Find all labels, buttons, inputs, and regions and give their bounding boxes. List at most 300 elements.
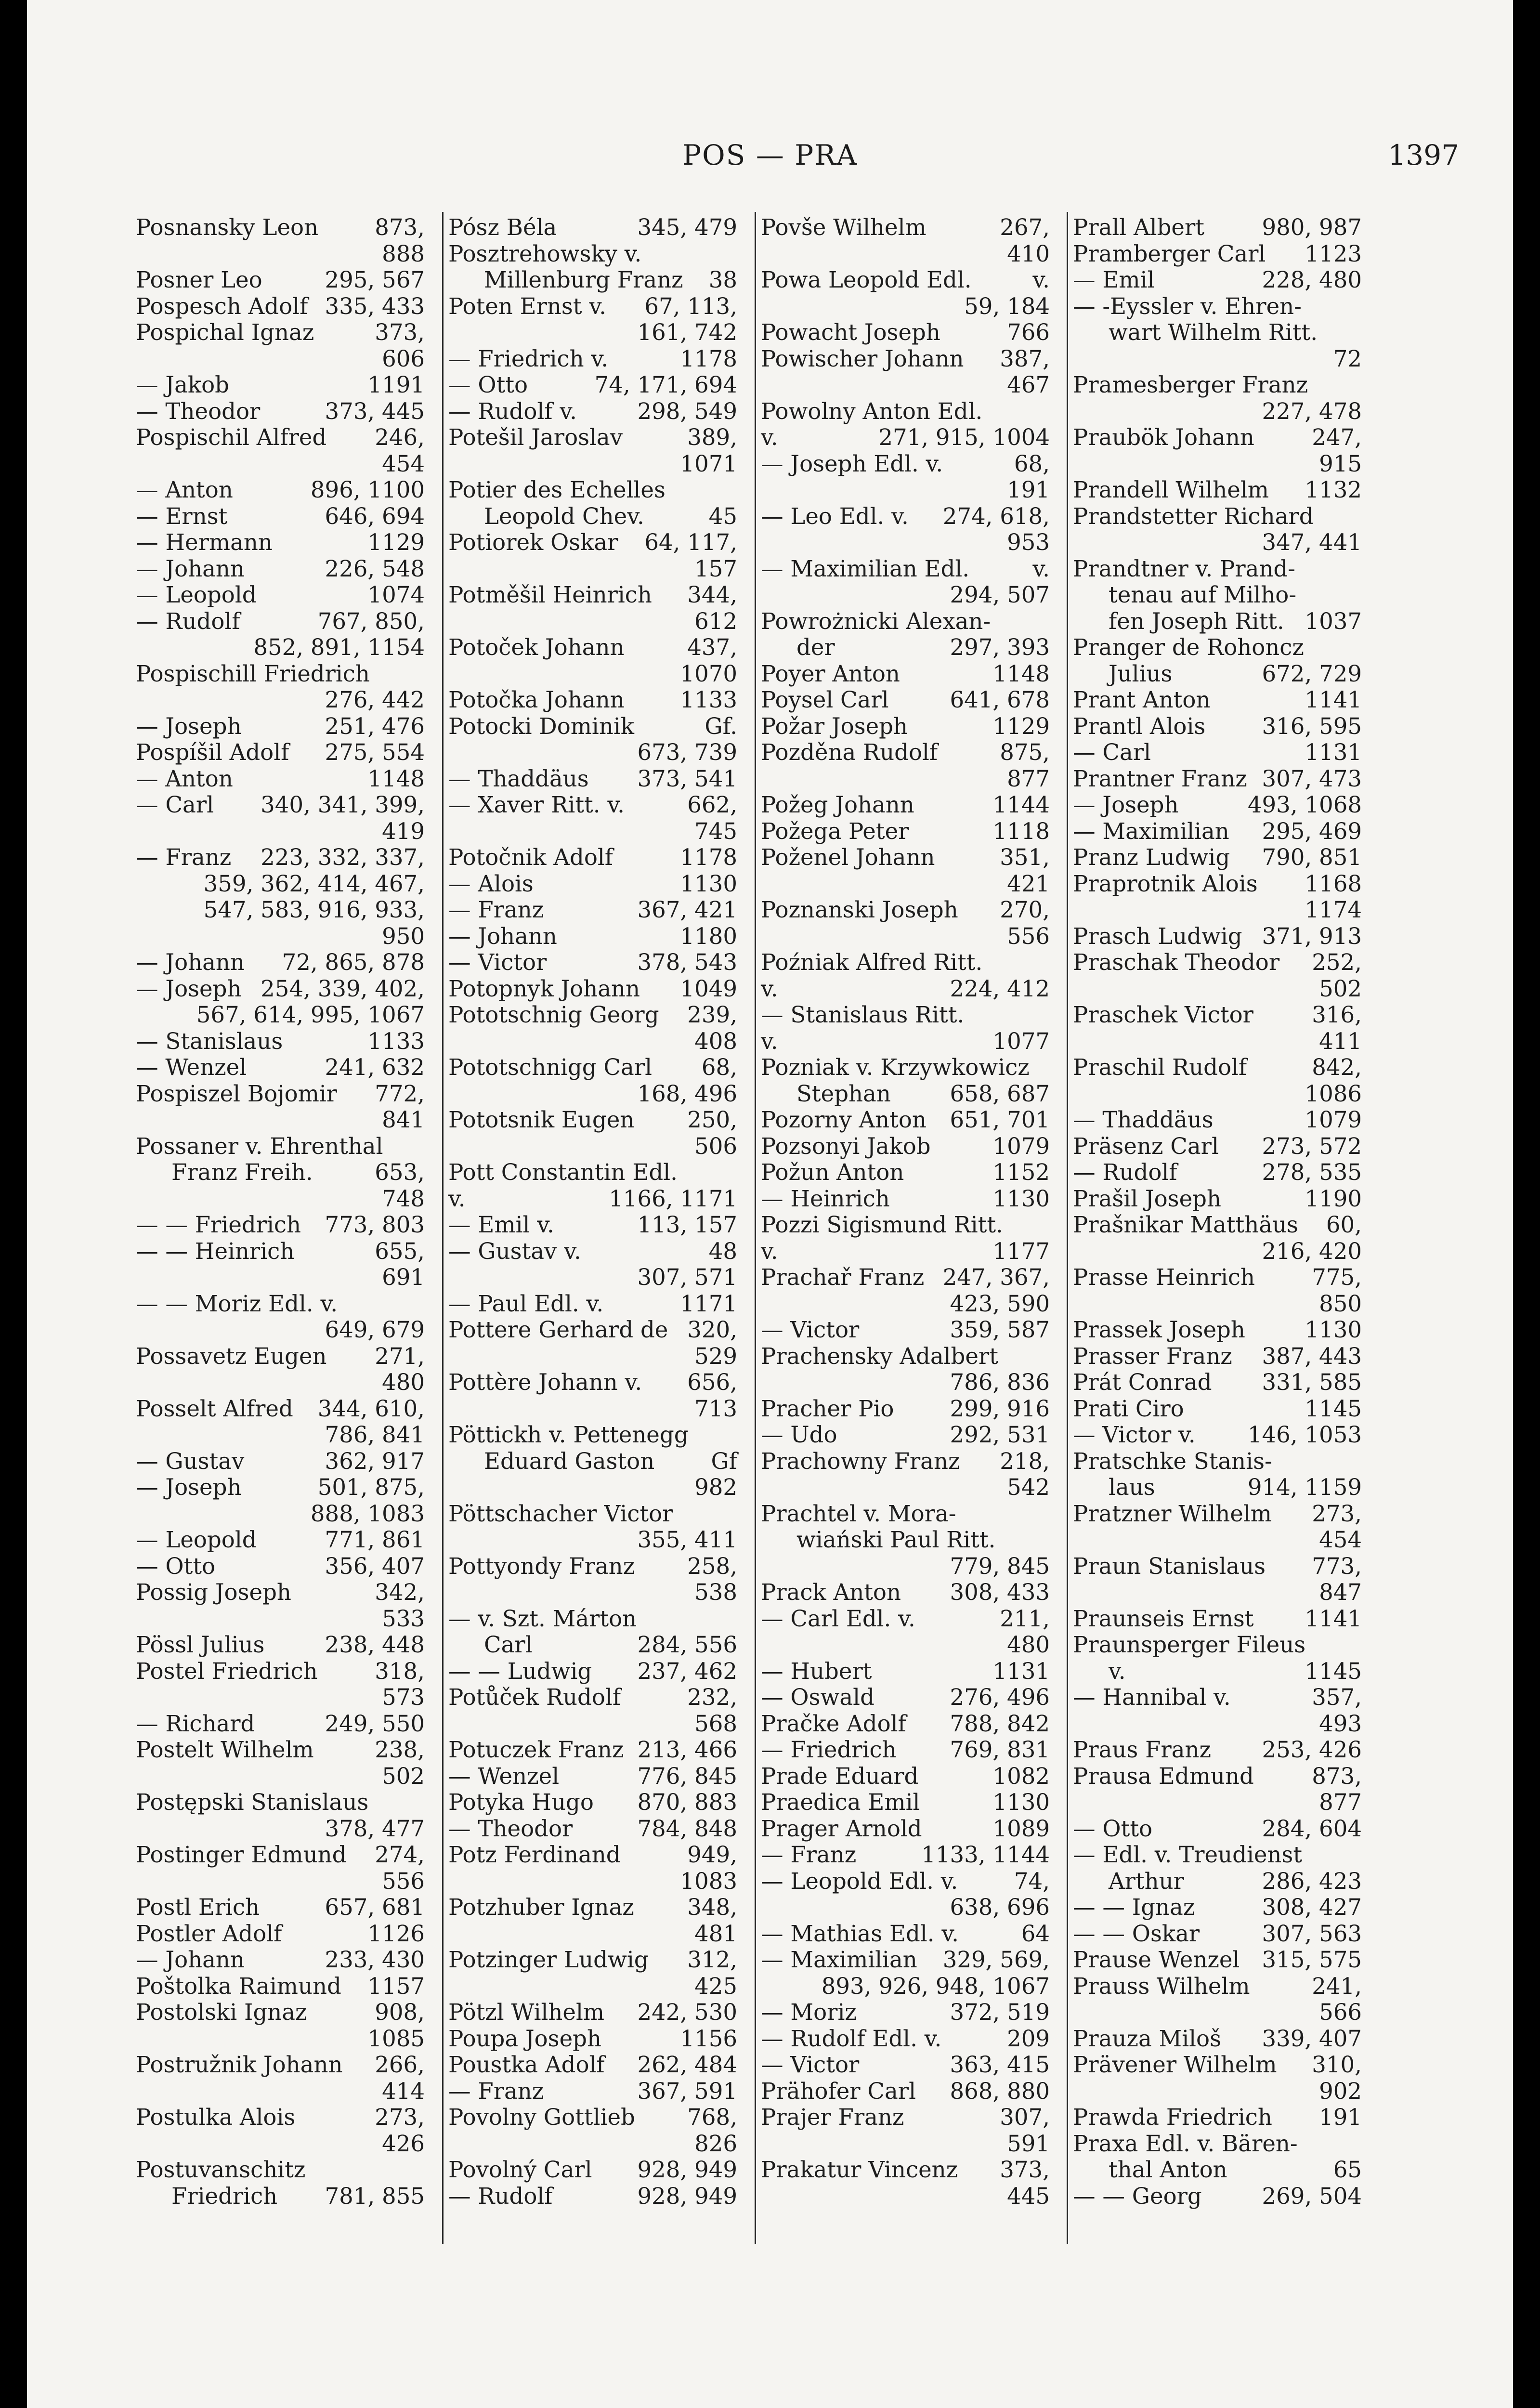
entry-line (761, 1291, 1050, 1317)
entry-line (761, 1264, 1050, 1291)
entry-name: — Anton (136, 765, 233, 792)
entry-pages: 529 (694, 1343, 737, 1369)
entry-pages: 316, (1312, 1002, 1362, 1028)
entry-line (448, 1186, 737, 1212)
entry-name: — Friedrich (761, 1737, 897, 1763)
index-entry (1073, 923, 1362, 950)
entry-pages: 502 (1319, 975, 1362, 1002)
entry-name: — Franz (136, 844, 232, 870)
entry-line (136, 1396, 425, 1422)
entry-line (448, 346, 737, 372)
entry-line (1073, 1973, 1362, 2000)
entry-line (1073, 1212, 1362, 1238)
entry-name: Praus Franz (1073, 1737, 1212, 1763)
index-entry (1073, 372, 1362, 424)
index-entry (136, 267, 425, 293)
entry-pages: 372, 519 (950, 1999, 1050, 2025)
entry-pages: 657, 681 (325, 1894, 425, 1920)
index-entry (136, 1081, 425, 1133)
entry-pages: 591 (1007, 2130, 1050, 2157)
entry-pages: 387, 443 (1262, 1343, 1362, 1369)
entry-name: Prasser Franz (1073, 1343, 1232, 1369)
index-column-3 (761, 214, 1050, 2304)
entry-name: Požeg Johann (761, 792, 914, 818)
index-entry (136, 739, 425, 766)
entry-pages: 253, 426 (1262, 1737, 1362, 1763)
entry-pages: 237, 462 (637, 1658, 737, 1684)
index-entry (1073, 2131, 1362, 2183)
entry-line (448, 1133, 737, 1160)
entry-line (1073, 1921, 1362, 1947)
index-entry (1073, 1816, 1362, 1842)
entry-pages: 387, (1000, 345, 1050, 372)
index-entry (136, 844, 425, 949)
entry-pages: 888, 1083 (310, 1500, 425, 1527)
entry-line (448, 1159, 737, 1186)
entry-line (1073, 634, 1362, 661)
index-entry (1073, 1159, 1362, 1186)
entry-name: Praxa Edl. v. Bären- (1073, 2130, 1298, 2157)
entry-pages: 914, 1159 (1247, 1474, 1362, 1500)
entry-line (761, 818, 1050, 845)
index-column-1 (136, 214, 425, 2304)
entry-name: Praunseis Ernst (1073, 1605, 1254, 1632)
entry-name: Possaner v. Ehrenthal (136, 1133, 383, 1159)
entry-name: Praschak Theodor (1073, 949, 1280, 975)
entry-pages: 247, 367, (942, 1264, 1050, 1290)
entry-name: Possavetz Eugen (136, 1343, 327, 1369)
index-entry (448, 1238, 737, 1291)
entry-line (1073, 1343, 1362, 1370)
entry-name: — Hannibal v. (1073, 1684, 1231, 1710)
entry-line (1073, 214, 1362, 241)
entry-name: — Wenzel (136, 1054, 247, 1080)
entry-pages: 267, (1000, 214, 1050, 240)
entry-line (761, 1054, 1050, 1081)
entry-pages: 351, (1000, 844, 1050, 870)
entry-pages: 378, 543 (637, 949, 737, 975)
entry-name: — Maximilian Edl. (761, 555, 970, 582)
entry-pages: 786, 836 (950, 1369, 1050, 1395)
entry-pages: 949, (687, 1842, 737, 1868)
entry-line (136, 661, 425, 687)
index-entry (761, 1842, 1050, 1868)
entry-line (448, 1632, 737, 1658)
entry-name: — Johann (136, 1947, 245, 1973)
entry-pages: 893, 926, 948, 1067 (821, 1973, 1050, 1999)
index-entry (136, 949, 425, 976)
index-entry (448, 2157, 737, 2183)
entry-pages: 373, (1000, 2157, 1050, 2183)
entry-name: — Joseph (1073, 792, 1179, 818)
index-entry (1073, 1763, 1362, 1816)
index-entry (448, 1422, 737, 1501)
index-entry (1073, 1107, 1362, 1133)
entry-pages: 1083 (680, 1868, 737, 1894)
entry-line (1073, 897, 1362, 923)
entry-name: Pötzl Wilhelm (448, 1999, 605, 2025)
page-number: 1397 (1388, 139, 1459, 171)
entry-pages: 870, 883 (637, 1789, 737, 1815)
entry-name: Prandstetter Richard (1073, 503, 1314, 529)
entry-line (761, 346, 1050, 372)
entry-name: — Joseph Edl. v. (761, 450, 943, 477)
entry-line (1073, 241, 1362, 267)
entry-line (1073, 661, 1362, 687)
entry-pages: 329, 569, (942, 1947, 1050, 1973)
entry-line (761, 398, 1050, 425)
entry-pages: 928, 949 (637, 2157, 737, 2183)
entry-line (136, 1002, 425, 1028)
entry-name: Prašil Joseph (1073, 1185, 1221, 1212)
entry-line (761, 1212, 1050, 1238)
index-entry (136, 1999, 425, 2052)
entry-name: Powacht Joseph (761, 319, 940, 345)
entry-pages: 251, 476 (325, 713, 425, 739)
entry-name: Praedica Emil (761, 1789, 920, 1815)
entry-pages: 1079 (1305, 1107, 1362, 1133)
entry-pages: 419 (382, 818, 425, 844)
index-entry (1073, 1737, 1362, 1763)
entry-pages: 295, 469 (1262, 818, 1362, 844)
entry-line (1073, 1527, 1362, 1553)
entry-line (448, 214, 737, 241)
entry-pages: 790, 851 (1262, 844, 1362, 870)
entry-line (1073, 1894, 1362, 1921)
entry-line (448, 1054, 737, 1081)
entry-line (1073, 1264, 1362, 1291)
entry-line (448, 1816, 737, 1842)
index-entry (136, 424, 425, 477)
entry-pages: 1131 (1305, 739, 1362, 765)
entry-name: Posner Leo (136, 267, 262, 293)
entry-name: Postinger Edmund (136, 1842, 347, 1868)
index-entry (136, 792, 425, 844)
index-entry (136, 1579, 425, 1632)
entry-pages: 339, 407 (1262, 2025, 1362, 2052)
entry-line (448, 1894, 737, 1921)
entry-line (448, 1028, 737, 1055)
index-entry (1073, 766, 1362, 792)
entry-pages: 45 (708, 503, 737, 529)
entry-pages: 72 (1333, 345, 1362, 372)
entry-name: — Edl. v. Treudienst (1073, 1842, 1303, 1868)
entry-pages: 308, 427 (1262, 1894, 1362, 1920)
entry-name: — Carl Edl. v. (761, 1605, 915, 1632)
entry-pages: 481 (694, 1920, 737, 1947)
entry-pages: 1145 (1305, 1395, 1362, 1422)
index-entry (761, 556, 1050, 608)
index-entry (1073, 556, 1362, 635)
index-entry (761, 739, 1050, 792)
index-entry (761, 503, 1050, 556)
entry-pages: 315, 575 (1262, 1947, 1362, 1973)
entry-line (136, 2131, 425, 2157)
index-entry (136, 1343, 425, 1396)
entry-line (761, 2183, 1050, 2210)
entry-name: Pratzner Wilhelm (1073, 1500, 1272, 1527)
index-entry (136, 1474, 425, 1527)
entry-pages: 371, 913 (1262, 923, 1362, 949)
entry-name: Pöttschacher Victor (448, 1500, 673, 1527)
entry-line (448, 2052, 737, 2078)
entry-name: laus (1109, 1474, 1155, 1500)
index-entry (136, 1842, 425, 1894)
index-entry (136, 529, 425, 556)
entry-name: Potiorek Oskar (448, 529, 618, 555)
entry-line (1073, 2104, 1362, 2131)
entry-name: Prasse Heinrich (1073, 1264, 1255, 1290)
entry-pages: 373, 541 (637, 765, 737, 792)
entry-pages: 362, 917 (325, 1448, 425, 1474)
entry-name: — Emil v. (448, 1212, 554, 1238)
entry-name: Prašnikar Matthäus (1073, 1212, 1298, 1238)
index-entry (448, 1553, 737, 1606)
index-entry (761, 1816, 1050, 1842)
index-entry (136, 1737, 425, 1789)
entry-name: — Maximilian (761, 1947, 917, 1973)
entry-name: Praschil Rudolf (1073, 1054, 1247, 1080)
index-entry (761, 1133, 1050, 1160)
entry-name: Požun Anton (761, 1159, 904, 1185)
entry-name: Potopnyk Johann (448, 975, 640, 1002)
entry-line (448, 1527, 737, 1553)
index-entry (448, 687, 737, 713)
entry-pages: 1037 (1305, 608, 1362, 634)
entry-name: — Joseph (136, 975, 242, 1002)
entry-pages: 445 (1007, 2183, 1050, 2209)
entry-line (136, 1999, 425, 2026)
entry-pages: 502 (382, 1763, 425, 1789)
index-entry (1073, 1343, 1362, 1370)
entry-name: — Victor (761, 2052, 860, 2078)
entry-line (136, 897, 425, 923)
entry-pages: 547, 583, 916, 933, (203, 897, 425, 923)
entry-pages: 373, (375, 319, 425, 345)
entry-line (1073, 1579, 1362, 1606)
index-entry (761, 1186, 1050, 1212)
index-entry (448, 1054, 737, 1107)
entry-line (761, 1999, 1050, 2026)
entry-name: Präsenz Carl (1073, 1133, 1219, 1159)
entry-name: — Wenzel (448, 1763, 560, 1789)
entry-name: — Leopold Edl. v. (761, 1868, 958, 1894)
index-column-4 (1073, 214, 1362, 2304)
entry-line (136, 214, 425, 241)
entry-pages: 216, 420 (1262, 1238, 1362, 1264)
entry-pages: 691 (382, 1264, 425, 1290)
entry-name: Eduard Gaston (484, 1448, 655, 1474)
entry-name: Postuvanschitz (136, 2157, 306, 2183)
entry-pages: 771, 861 (325, 1527, 425, 1553)
entry-pages: 673, 739 (637, 739, 737, 765)
entry-name: Prasch Ludwig (1073, 923, 1242, 949)
entry-name: Prauss Wilhelm (1073, 1973, 1250, 1999)
index-entry (761, 1396, 1050, 1422)
book-page (27, 0, 1513, 2408)
entry-pages: 842, (1312, 1054, 1362, 1080)
entry-line (136, 1081, 425, 1107)
entry-line (448, 582, 737, 608)
entry-name: Pozorny Anton (761, 1107, 927, 1133)
index-entry (1073, 1133, 1362, 1160)
entry-name: Pospesch Adolf (136, 293, 308, 319)
entry-name: Pramesberger Franz (1073, 372, 1308, 398)
entry-pages: 1126 (367, 1920, 425, 1947)
entry-line (761, 1553, 1050, 1580)
entry-line (136, 1238, 425, 1265)
index-entry (761, 214, 1050, 267)
entry-line (761, 1632, 1050, 1658)
entry-pages: 423, 590 (950, 1290, 1050, 1317)
entry-name: — -Eyssler v. Ehren- (1073, 293, 1302, 319)
entry-line (761, 319, 1050, 346)
index-entry (136, 1789, 425, 1842)
entry-name: Franz Freih. (171, 1159, 313, 1185)
entry-pages: 367, 421 (637, 897, 737, 923)
entry-pages: 1152 (992, 1159, 1050, 1185)
entry-line (136, 2183, 425, 2210)
entry-name: Postępski Stanislaus (136, 1789, 369, 1815)
entry-name: — Stanislaus (136, 1028, 283, 1054)
index-entry (1073, 1448, 1362, 1501)
entry-line (136, 1816, 425, 1842)
entry-line (761, 713, 1050, 740)
entry-pages: 873, (1312, 1763, 1362, 1789)
index-entry (136, 2104, 425, 2157)
entry-line (136, 556, 425, 582)
entry-name: der (796, 634, 835, 660)
entry-name: Pototschnigg Carl (448, 1054, 653, 1080)
entry-pages: 556 (1007, 923, 1050, 949)
entry-pages: 258, (687, 1553, 737, 1579)
index-entry (761, 1264, 1050, 1317)
index-entry (136, 477, 425, 503)
entry-line (761, 923, 1050, 950)
entry-line (448, 1474, 737, 1501)
entry-line (136, 1028, 425, 1055)
index-entry (761, 1606, 1050, 1658)
entry-line (136, 1422, 425, 1448)
entry-line (448, 1684, 737, 1711)
index-entry (448, 1947, 737, 1999)
entry-pages: 781, 855 (325, 2183, 425, 2209)
entry-name: — Moriz (761, 1999, 857, 2025)
entry-name: — Friedrich v. (448, 345, 609, 372)
entry-pages: 767, 850, (317, 608, 425, 634)
entry-name: Poustka Adolf (448, 2052, 605, 2078)
entry-pages: 506 (694, 1133, 737, 1159)
entry-line (761, 582, 1050, 608)
entry-line (761, 241, 1050, 267)
entry-line (136, 1763, 425, 1790)
entry-name: Pospiszel Bojomir (136, 1080, 338, 1107)
entry-line (761, 1369, 1050, 1396)
entry-pages: 1070 (680, 660, 737, 687)
entry-line (1073, 1501, 1362, 1527)
entry-line (761, 1133, 1050, 1160)
entry-line (136, 2026, 425, 2052)
entry-line (761, 661, 1050, 687)
entry-line (1073, 346, 1362, 372)
entry-name: Powischer Johann (761, 345, 964, 372)
entry-line (448, 1238, 737, 1265)
entry-name: Prakatur Vincenz (761, 2157, 958, 2183)
entry-name: Friedrich (171, 2183, 278, 2209)
index-entry (448, 1816, 737, 1842)
entry-pages: 772, (375, 1080, 425, 1107)
entry-pages: 1145 (1305, 1658, 1362, 1684)
index-entry (136, 293, 425, 320)
entry-name: Pössl Julius (136, 1632, 265, 1658)
entry-pages: 273, (1312, 1500, 1362, 1527)
index-entry (448, 1369, 737, 1422)
index-entry (136, 976, 425, 1028)
entry-pages: 748 (382, 1185, 425, 1212)
index-entry (761, 1737, 1050, 1763)
entry-line (761, 2052, 1050, 2078)
entry-name: — Carl (1073, 739, 1151, 765)
index-entry (448, 713, 737, 766)
index-entry (1073, 1501, 1362, 1553)
entry-pages: 238, 448 (325, 1632, 425, 1658)
index-entry (1073, 1632, 1362, 1684)
entry-pages: 344, (687, 582, 737, 608)
entry-pages: 252, (1312, 949, 1362, 975)
entry-line (1073, 1474, 1362, 1501)
entry-name: Pozniak v. Krzywkowicz (761, 1054, 1030, 1080)
entry-name: v. (761, 1238, 778, 1264)
index-entry (136, 1291, 425, 1343)
entry-pages: 308, 433 (950, 1579, 1050, 1605)
index-entry (448, 1107, 737, 1159)
entry-line (761, 1081, 1050, 1107)
entry-line (136, 1737, 425, 1763)
index-entry (448, 582, 737, 634)
entry-line (136, 1921, 425, 1947)
entry-line (761, 766, 1050, 792)
index-entry (1073, 293, 1362, 372)
entry-pages: 868, 880 (950, 2078, 1050, 2104)
index-entry (1073, 2183, 1362, 2210)
entry-name: — — Ignaz (1073, 1894, 1195, 1920)
index-entry (761, 1684, 1050, 1711)
entry-pages: 493, 1068 (1247, 792, 1362, 818)
index-entry (761, 398, 1050, 451)
entry-line (1073, 319, 1362, 346)
entry-name: Prati Ciro (1073, 1395, 1184, 1422)
entry-name: — Theodor (136, 398, 261, 424)
entry-name: Potůček Rudolf (448, 1684, 621, 1710)
entry-name: Posselt Alfred (136, 1395, 293, 1422)
index-entry (136, 1212, 425, 1238)
entry-pages: 224, 412 (950, 975, 1050, 1002)
entry-line (761, 1842, 1050, 1868)
index-entry (136, 1711, 425, 1737)
entry-line (761, 1737, 1050, 1763)
index-entry (1073, 1842, 1362, 1894)
entry-name: Stephan (796, 1080, 891, 1107)
entry-line (448, 713, 737, 740)
entry-line (1073, 1081, 1362, 1107)
entry-name: Prall Albert (1073, 214, 1204, 240)
entry-name: Potešil Jaroslav (448, 424, 623, 450)
entry-line (448, 818, 737, 845)
index-entry (448, 1606, 737, 1658)
entry-line (136, 844, 425, 871)
index-entry (136, 1553, 425, 1580)
entry-line (448, 1553, 737, 1580)
